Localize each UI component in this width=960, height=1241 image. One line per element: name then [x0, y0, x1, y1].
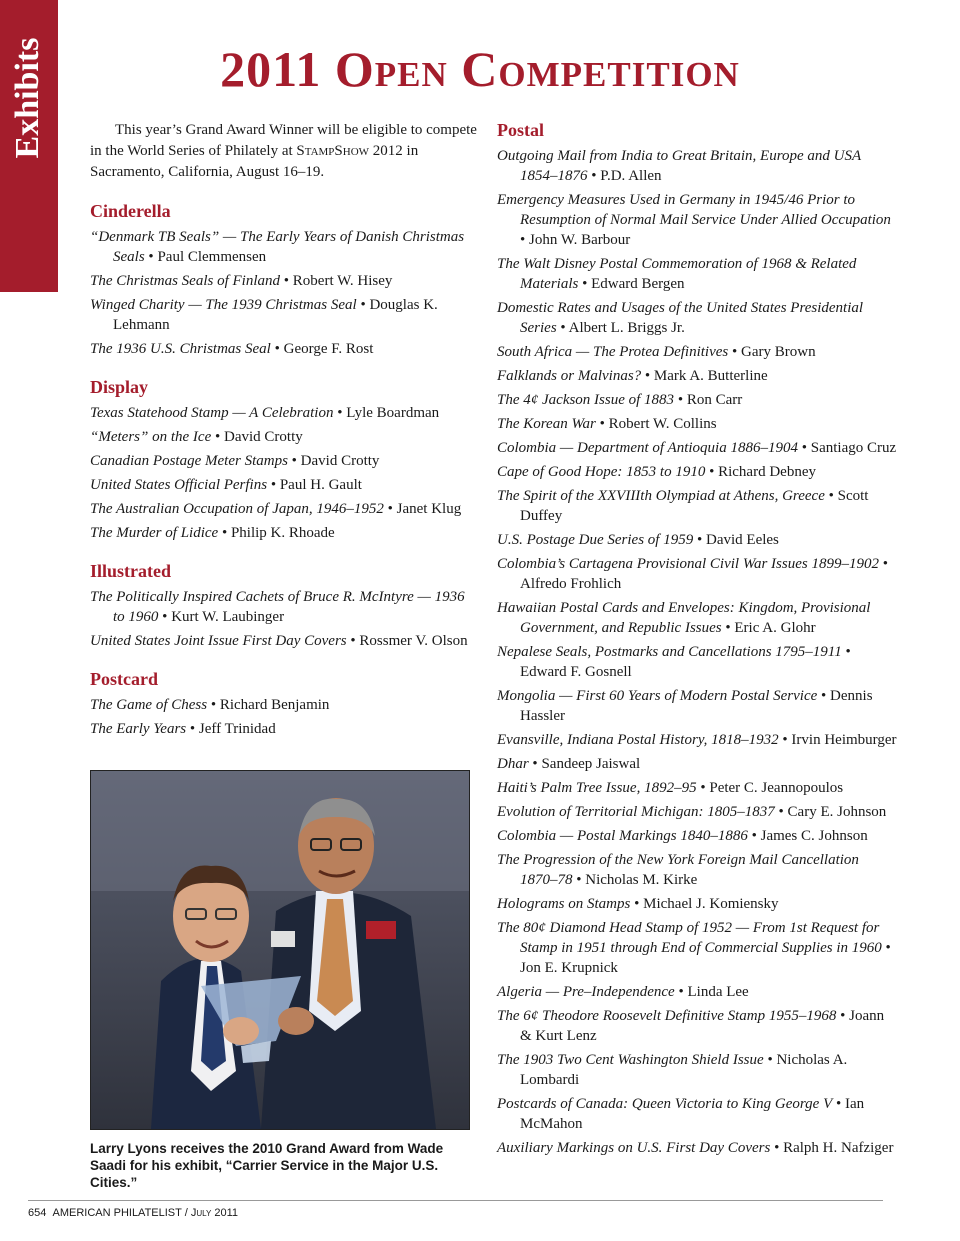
exhibit-entry — [497, 686, 897, 726]
exhibit-entry — [90, 719, 480, 739]
exhibitor-name: Gary Brown — [741, 344, 816, 360]
exhibit-entry — [90, 499, 480, 519]
exhibitor-name: Joann & Kurt Lenz — [520, 1008, 885, 1044]
bullet-separator: • — [572, 872, 586, 888]
category-heading: Illustrated — [90, 561, 171, 581]
exhibitor-name: Santiago Cruz — [810, 440, 897, 456]
bullet-separator: • — [630, 896, 644, 912]
exhibit-title: The 1903 Two Cent Washington Shield Issue — [497, 1052, 764, 1068]
exhibit-entry — [497, 1138, 897, 1158]
exhibitor-name: Nicholas M. Kirke — [585, 872, 698, 888]
page-footer — [28, 1207, 238, 1219]
exhibit-title: The Australian Occupation of Japan, 1946–1952 — [90, 501, 384, 517]
exhibit-title: Emergency Measures Used in Germany in 1945/46 Prior to Resumption of Normal Mail Service Under Allied Occupation — [497, 192, 891, 228]
exhibit-entry — [497, 982, 897, 1002]
category-heading: Cinderella — [90, 201, 171, 221]
exhibit-title: Postcards of Canada: Queen Victoria to King George V — [497, 1096, 833, 1112]
exhibit-entry — [90, 427, 480, 447]
bullet-separator: • — [346, 633, 360, 649]
exhibitor-name: Michael J. Komiensky — [643, 896, 779, 912]
exhibit-title: Hawaiian Postal Cards and Envelopes: Kingdom, Provisional Government, and Republic Issues — [497, 600, 871, 636]
bullet-separator: • — [878, 556, 888, 572]
exhibit-title: Auxiliary Markings on U.S. First Day Covers — [497, 1140, 771, 1156]
exhibit-entry — [497, 850, 897, 890]
exhibit-title: The 6¢ Theodore Roosevelt Definitive Stamp 1955–1968 — [497, 1008, 837, 1024]
award-photo-illustration — [91, 771, 469, 1129]
exhibitor-name: Ralph H. Nafziger — [783, 1140, 894, 1156]
exhibit-entry — [497, 342, 897, 362]
exhibitor-name: Richard Benjamin — [219, 697, 330, 713]
exhibitor-name: Richard Debney — [718, 464, 816, 480]
bullet-separator: • — [144, 249, 158, 265]
exhibit-title: United States Joint Issue First Day Covers — [90, 633, 347, 649]
exhibitor-name: Irvin Heimburger — [791, 732, 897, 748]
exhibit-title: “Meters” on the Ice — [90, 429, 212, 445]
exhibitor-name: P.D. Allen — [600, 168, 662, 184]
bullet-separator: • — [778, 732, 792, 748]
exhibit-entry — [497, 254, 897, 294]
exhibit-entry — [90, 695, 480, 715]
bullet-separator: • — [587, 168, 601, 184]
bullet-separator: • — [556, 320, 569, 336]
exhibit-title: Algeria — Pre–Independence — [497, 984, 675, 1000]
exhibit-entry — [497, 598, 897, 638]
exhibitor-name: Rossmer V. Olson — [359, 633, 468, 649]
exhibit-title: Outgoing Mail from India to Great Britain, Europe and USA 1854–1876 — [497, 148, 861, 184]
exhibitor-name: Robert W. Collins — [608, 416, 717, 432]
exhibitor-name: Edward Bergen — [591, 276, 685, 292]
bullet-separator: • — [770, 1140, 784, 1156]
bullet-separator: • — [528, 756, 542, 772]
left-sections — [90, 201, 480, 739]
bullet-separator: • — [287, 453, 301, 469]
exhibitor-name: Jeff Trinidad — [198, 721, 276, 737]
exhibitor-name: Eric A. Glohr — [734, 620, 816, 636]
exhibit-entry — [90, 295, 480, 335]
category-heading: Postal — [497, 120, 544, 140]
exhibitor-name: Philip K. Rhoade — [230, 525, 335, 541]
exhibitor-name: Sandeep Jaiswal — [541, 756, 641, 772]
exhibit-entry — [497, 1050, 897, 1090]
right-column — [497, 120, 897, 1162]
exhibit-entry — [90, 339, 480, 359]
exhibitor-name: Robert W. Hisey — [292, 273, 393, 289]
exhibitor-name: Ron Carr — [686, 392, 743, 408]
exhibit-entry — [497, 146, 897, 186]
exhibitor-name: Paul H. Gault — [279, 477, 362, 493]
bullet-separator: • — [832, 1096, 846, 1112]
exhibit-entry — [497, 554, 897, 594]
exhibit-title: The Murder of Lidice — [90, 525, 219, 541]
exhibit-title: The Walt Disney Postal Commemoration of 1968 & Related Materials — [497, 256, 857, 292]
category-heading: Postcard — [90, 669, 158, 689]
exhibit-title: U.S. Postage Due Series of 1959 — [497, 532, 694, 548]
exhibitor-name: David Crotty — [224, 429, 303, 445]
exhibit-entry — [497, 802, 897, 822]
exhibit-title: Haiti’s Palm Tree Issue, 1892–95 — [497, 780, 697, 796]
exhibit-title: Holograms on Stamps — [497, 896, 631, 912]
exhibitor-name: David Eeles — [706, 532, 779, 548]
bullet-separator: • — [207, 697, 220, 713]
intro-text-end: 2012 in Sacramento, California, August 16–19. — [90, 143, 419, 180]
right-sections — [497, 120, 897, 1158]
left-column — [90, 120, 480, 743]
exhibit-entry — [497, 390, 897, 410]
exhibit-title: The Early Years — [90, 721, 187, 737]
bullet-separator: • — [728, 344, 741, 360]
bullet-separator: • — [817, 688, 831, 704]
exhibit-entry — [497, 190, 897, 250]
exhibit-entry — [497, 438, 897, 458]
exhibit-title: Dhar — [497, 756, 529, 772]
exhibit-title: Winged Charity — The 1939 Christmas Seal — [90, 297, 357, 313]
exhibitor-name: Alfredo Frohlich — [520, 576, 622, 592]
exhibit-title: Domestic Rates and Usages of the United States Presidential Series — [497, 300, 864, 336]
exhibitor-name: Jon E. Krupnick — [520, 960, 618, 976]
exhibit-title: The 80¢ Diamond Head Stamp of 1952 — From 1st Request for Stamp in 1951 through End of Commercial Supplies in 1960 — [497, 920, 882, 956]
bullet-separator: • — [836, 1008, 850, 1024]
exhibitor-name: Scott Duffey — [520, 488, 869, 524]
exhibit-title: Evolution of Territorial Michigan: 1805–1837 — [497, 804, 775, 820]
exhibit-title: The Game of Chess — [90, 697, 208, 713]
exhibit-entry — [497, 486, 897, 526]
bullet-separator: • — [705, 464, 719, 480]
bullet-separator: • — [280, 273, 293, 289]
intro-paragraph — [90, 120, 480, 183]
exhibit-entry — [90, 587, 480, 627]
category-heading: Display — [90, 377, 149, 397]
exhibit-entry — [497, 918, 897, 978]
exhibit-title: Canadian Postage Meter Stamps — [90, 453, 288, 469]
exhibit-entry — [90, 227, 480, 267]
bullet-separator: • — [696, 780, 710, 796]
exhibit-title: Nepalese Seals, Postmarks and Cancellations 1795–1911 — [497, 644, 842, 660]
exhibitor-name: Janet Klug — [396, 501, 462, 517]
exhibit-title: Falklands or Malvinas? — [497, 368, 642, 384]
page-number: 654 — [28, 1207, 47, 1219]
bullet-separator: • — [763, 1052, 777, 1068]
exhibitor-name: Edward F. Gosnell — [520, 664, 632, 680]
exhibit-title: The Korean War — [497, 416, 596, 432]
exhibit-entry — [90, 403, 480, 423]
exhibitor-name: Albert L. Briggs Jr. — [568, 320, 685, 336]
exhibit-title: Cape of Good Hope: 1853 to 1910 — [497, 464, 706, 480]
photo-caption: Larry Lyons receives the 2010 Grand Award from Wade Saadi for his exhibit, “Carrier Service in the Major U.S. Cities.” — [90, 1141, 444, 1190]
exhibitor-name: Dennis Hassler — [520, 688, 873, 724]
intro-text: This year’s Grand Award Winner will be eligible to compete in the World Series of Philately at — [90, 122, 477, 159]
exhibit-title: United States Official Perfins — [90, 477, 268, 493]
exhibitor-name: Nicholas A. Lombardi — [520, 1052, 848, 1088]
exhibit-entry — [497, 730, 897, 750]
exhibit-entry — [90, 451, 480, 471]
exhibit-title: South Africa — The Protea Definitives — [497, 344, 729, 360]
exhibit-title: Colombia’s Cartagena Provisional Civil War Issues 1899–1902 — [497, 556, 879, 572]
exhibitor-name: Mark A. Butterline — [653, 368, 768, 384]
exhibit-title: The 1936 U.S. Christmas Seal — [90, 341, 271, 357]
issue-date: July 2011 — [190, 1207, 239, 1219]
exhibit-title: The 4¢ Jackson Issue of 1883 — [497, 392, 675, 408]
bullet-separator: • — [841, 644, 851, 660]
exhibit-title: The Christmas Seals of Finland — [90, 273, 281, 289]
bullet-separator: • — [747, 828, 761, 844]
bullet-separator: • — [881, 940, 891, 956]
exhibit-entry — [497, 826, 897, 846]
exhibit-entry — [90, 475, 480, 495]
exhibit-entry — [497, 366, 897, 386]
exhibit-entry — [90, 631, 480, 651]
bullet-separator: • — [520, 232, 530, 248]
exhibit-title: Colombia — Postal Markings 1840–1886 — [497, 828, 748, 844]
bullet-separator: • — [693, 532, 706, 548]
page-title: 2011 Open Competition — [220, 41, 740, 97]
exhibitor-name: Lyle Boardman — [346, 405, 440, 421]
bullet-separator: • — [333, 405, 347, 421]
bullet-separator: • — [267, 477, 280, 493]
exhibitor-name: Kurt W. Laubinger — [171, 609, 285, 625]
exhibit-title: Mongolia — First 60 Years of Modern Postal Service — [497, 688, 818, 704]
exhibit-entry — [497, 642, 897, 682]
bullet-separator: • — [674, 984, 688, 1000]
footer-separator: / — [181, 1207, 191, 1219]
bullet-separator: • — [595, 416, 609, 432]
exhibit-entry — [90, 523, 480, 543]
exhibit-entry — [497, 754, 897, 774]
exhibitor-name: Ian McMahon — [520, 1096, 865, 1132]
exhibitor-name: Linda Lee — [687, 984, 749, 1000]
bullet-separator: • — [674, 392, 687, 408]
exhibit-entry — [497, 1094, 897, 1134]
exhibit-entry — [497, 414, 897, 434]
exhibitor-name: George F. Rost — [283, 341, 374, 357]
exhibitor-name: Douglas K. Lehmann — [113, 297, 438, 333]
exhibitor-name: James C. Johnson — [760, 828, 868, 844]
section-tab-label: Exhibits — [9, 37, 46, 159]
exhibitor-name: Peter C. Jeannopoulos — [709, 780, 844, 796]
exhibit-entry — [497, 778, 897, 798]
bullet-separator: • — [774, 804, 788, 820]
award-photo — [90, 770, 470, 1130]
exhibit-entry — [497, 1006, 897, 1046]
exhibit-title: Colombia — Department of Antioquia 1886–1904 — [497, 440, 798, 456]
bullet-separator: • — [578, 276, 592, 292]
bullet-separator: • — [158, 609, 172, 625]
bullet-separator: • — [356, 297, 370, 313]
exhibit-title: The Progression of the New York Foreign Mail Cancellation 1870–78 — [497, 852, 859, 888]
event-name: StampShow — [296, 143, 370, 159]
exhibitor-name: John W. Barbour — [529, 232, 631, 248]
exhibit-entry — [497, 462, 897, 482]
bullet-separator: • — [641, 368, 654, 384]
exhibitor-name: Paul Clemmensen — [157, 249, 267, 265]
exhibitor-name: David Crotty — [300, 453, 380, 469]
bullet-separator: • — [186, 721, 199, 737]
exhibit-title: The Spirit of the XXVIIIth Olympiad at Athens, Greece — [497, 488, 825, 504]
exhibit-entry — [497, 530, 897, 550]
exhibit-entry — [497, 894, 897, 914]
bullet-separator: • — [270, 341, 284, 357]
bullet-separator: • — [218, 525, 231, 541]
bullet-separator: • — [824, 488, 838, 504]
bullet-separator: • — [797, 440, 811, 456]
exhibit-entry — [497, 298, 897, 338]
exhibit-title: “Denmark TB Seals” — The Early Years of Danish Christmas Seals — [90, 229, 465, 265]
bullet-separator: • — [721, 620, 735, 636]
exhibit-entry — [90, 271, 480, 291]
bullet-separator: • — [211, 429, 224, 445]
exhibit-title: Texas Statehood Stamp — A Celebration — [90, 405, 334, 421]
exhibitor-name: Cary E. Johnson — [787, 804, 887, 820]
exhibit-title: The Politically Inspired Cachets of Bruce R. McIntyre — 1936 to 1960 — [90, 589, 465, 625]
bullet-separator: • — [383, 501, 397, 517]
magazine-name: AMERICAN PHILATELIST — [52, 1207, 182, 1219]
footer-rule — [28, 1200, 883, 1201]
exhibit-title: Evansville, Indiana Postal History, 1818–1932 — [497, 732, 779, 748]
